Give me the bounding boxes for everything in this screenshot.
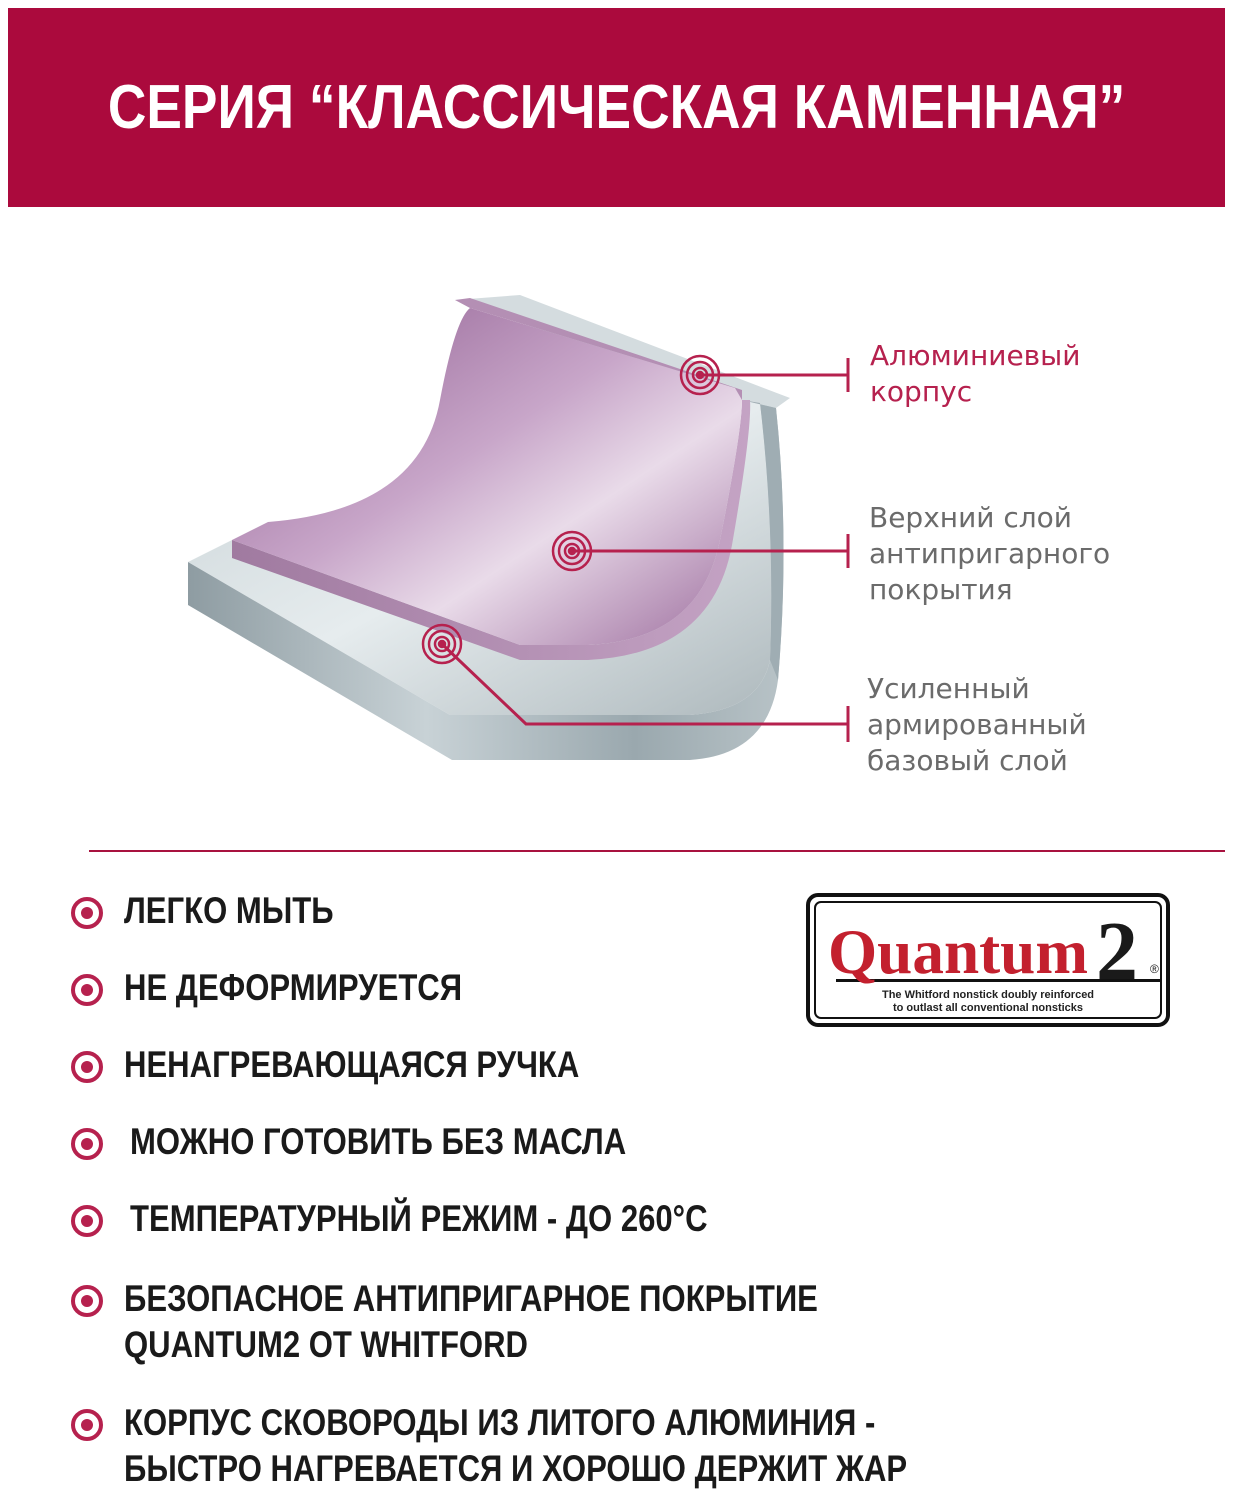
feature-item: НЕНАГРЕВАЮЩАЯСЯ РУЧКА <box>70 1042 666 1088</box>
layer-marker-1 <box>681 356 719 394</box>
quantum2-logo-badge <box>806 893 1170 1027</box>
feature-item: ТЕМПЕРАТУРНЫЙ РЕЖИМ - ДО 260°С <box>70 1196 818 1242</box>
feature-item: МОЖНО ГОТОВИТЬ БЕЗ МАСЛА <box>70 1119 721 1165</box>
label-aluminium-body: Алюминиевый корпус <box>870 339 1081 408</box>
target-bullet-icon <box>70 1127 104 1161</box>
feature-item: НЕ ДЕФОРМИРУЕТСЯ <box>70 965 526 1011</box>
feature-item: КОРПУС СКОВОРОДЫ ИЗ ЛИТОГО АЛЮМИНИЯ - БЫСТРО НАГРЕВАЕТСЯ И ХОРОШО ДЕРЖИТ ЖАР <box>70 1400 1056 1492</box>
svg-text:®: ® <box>1150 962 1159 976</box>
svg-text:to outlast all conventional no: to outlast all conventional nonsticks <box>892 1002 1084 1014</box>
target-bullet-icon <box>70 1408 104 1442</box>
target-bullet-icon <box>70 1050 104 1084</box>
header-banner <box>8 8 1225 207</box>
layer-marker-3 <box>423 625 461 663</box>
svg-text:Quantum: Quantum <box>828 916 1088 987</box>
target-bullet-icon <box>70 1204 104 1238</box>
label-nonstick-top-layer: Верхний слой антипригарного покрытия <box>869 501 1111 606</box>
label-reinforced-base-layer: Усиленный армированный базовый слой <box>867 672 1087 777</box>
feature-item: БЕЗОПАСНОЕ АНТИПРИГАРНОЕ ПОКРЫТИЕ QUANTUM2 ОТ WHITFORD <box>70 1276 950 1368</box>
svg-text:2: 2 <box>1096 905 1138 998</box>
layer-marker-2 <box>553 532 591 570</box>
target-bullet-icon <box>70 1284 104 1318</box>
layers-diagram <box>0 240 1233 820</box>
section-divider <box>89 850 1225 852</box>
quantum2-logo <box>806 893 1170 1027</box>
page-title: СЕРИЯ “КЛАССИЧЕСКАЯ КАМЕННАЯ” <box>107 73 1126 142</box>
target-bullet-icon <box>70 973 104 1007</box>
feature-item: ЛЕГКО МЫТЬ <box>70 888 374 934</box>
target-bullet-icon <box>70 896 104 930</box>
svg-text:The Whitford nonstick doubly r: The Whitford nonstick doubly reinforced <box>881 989 1095 1001</box>
